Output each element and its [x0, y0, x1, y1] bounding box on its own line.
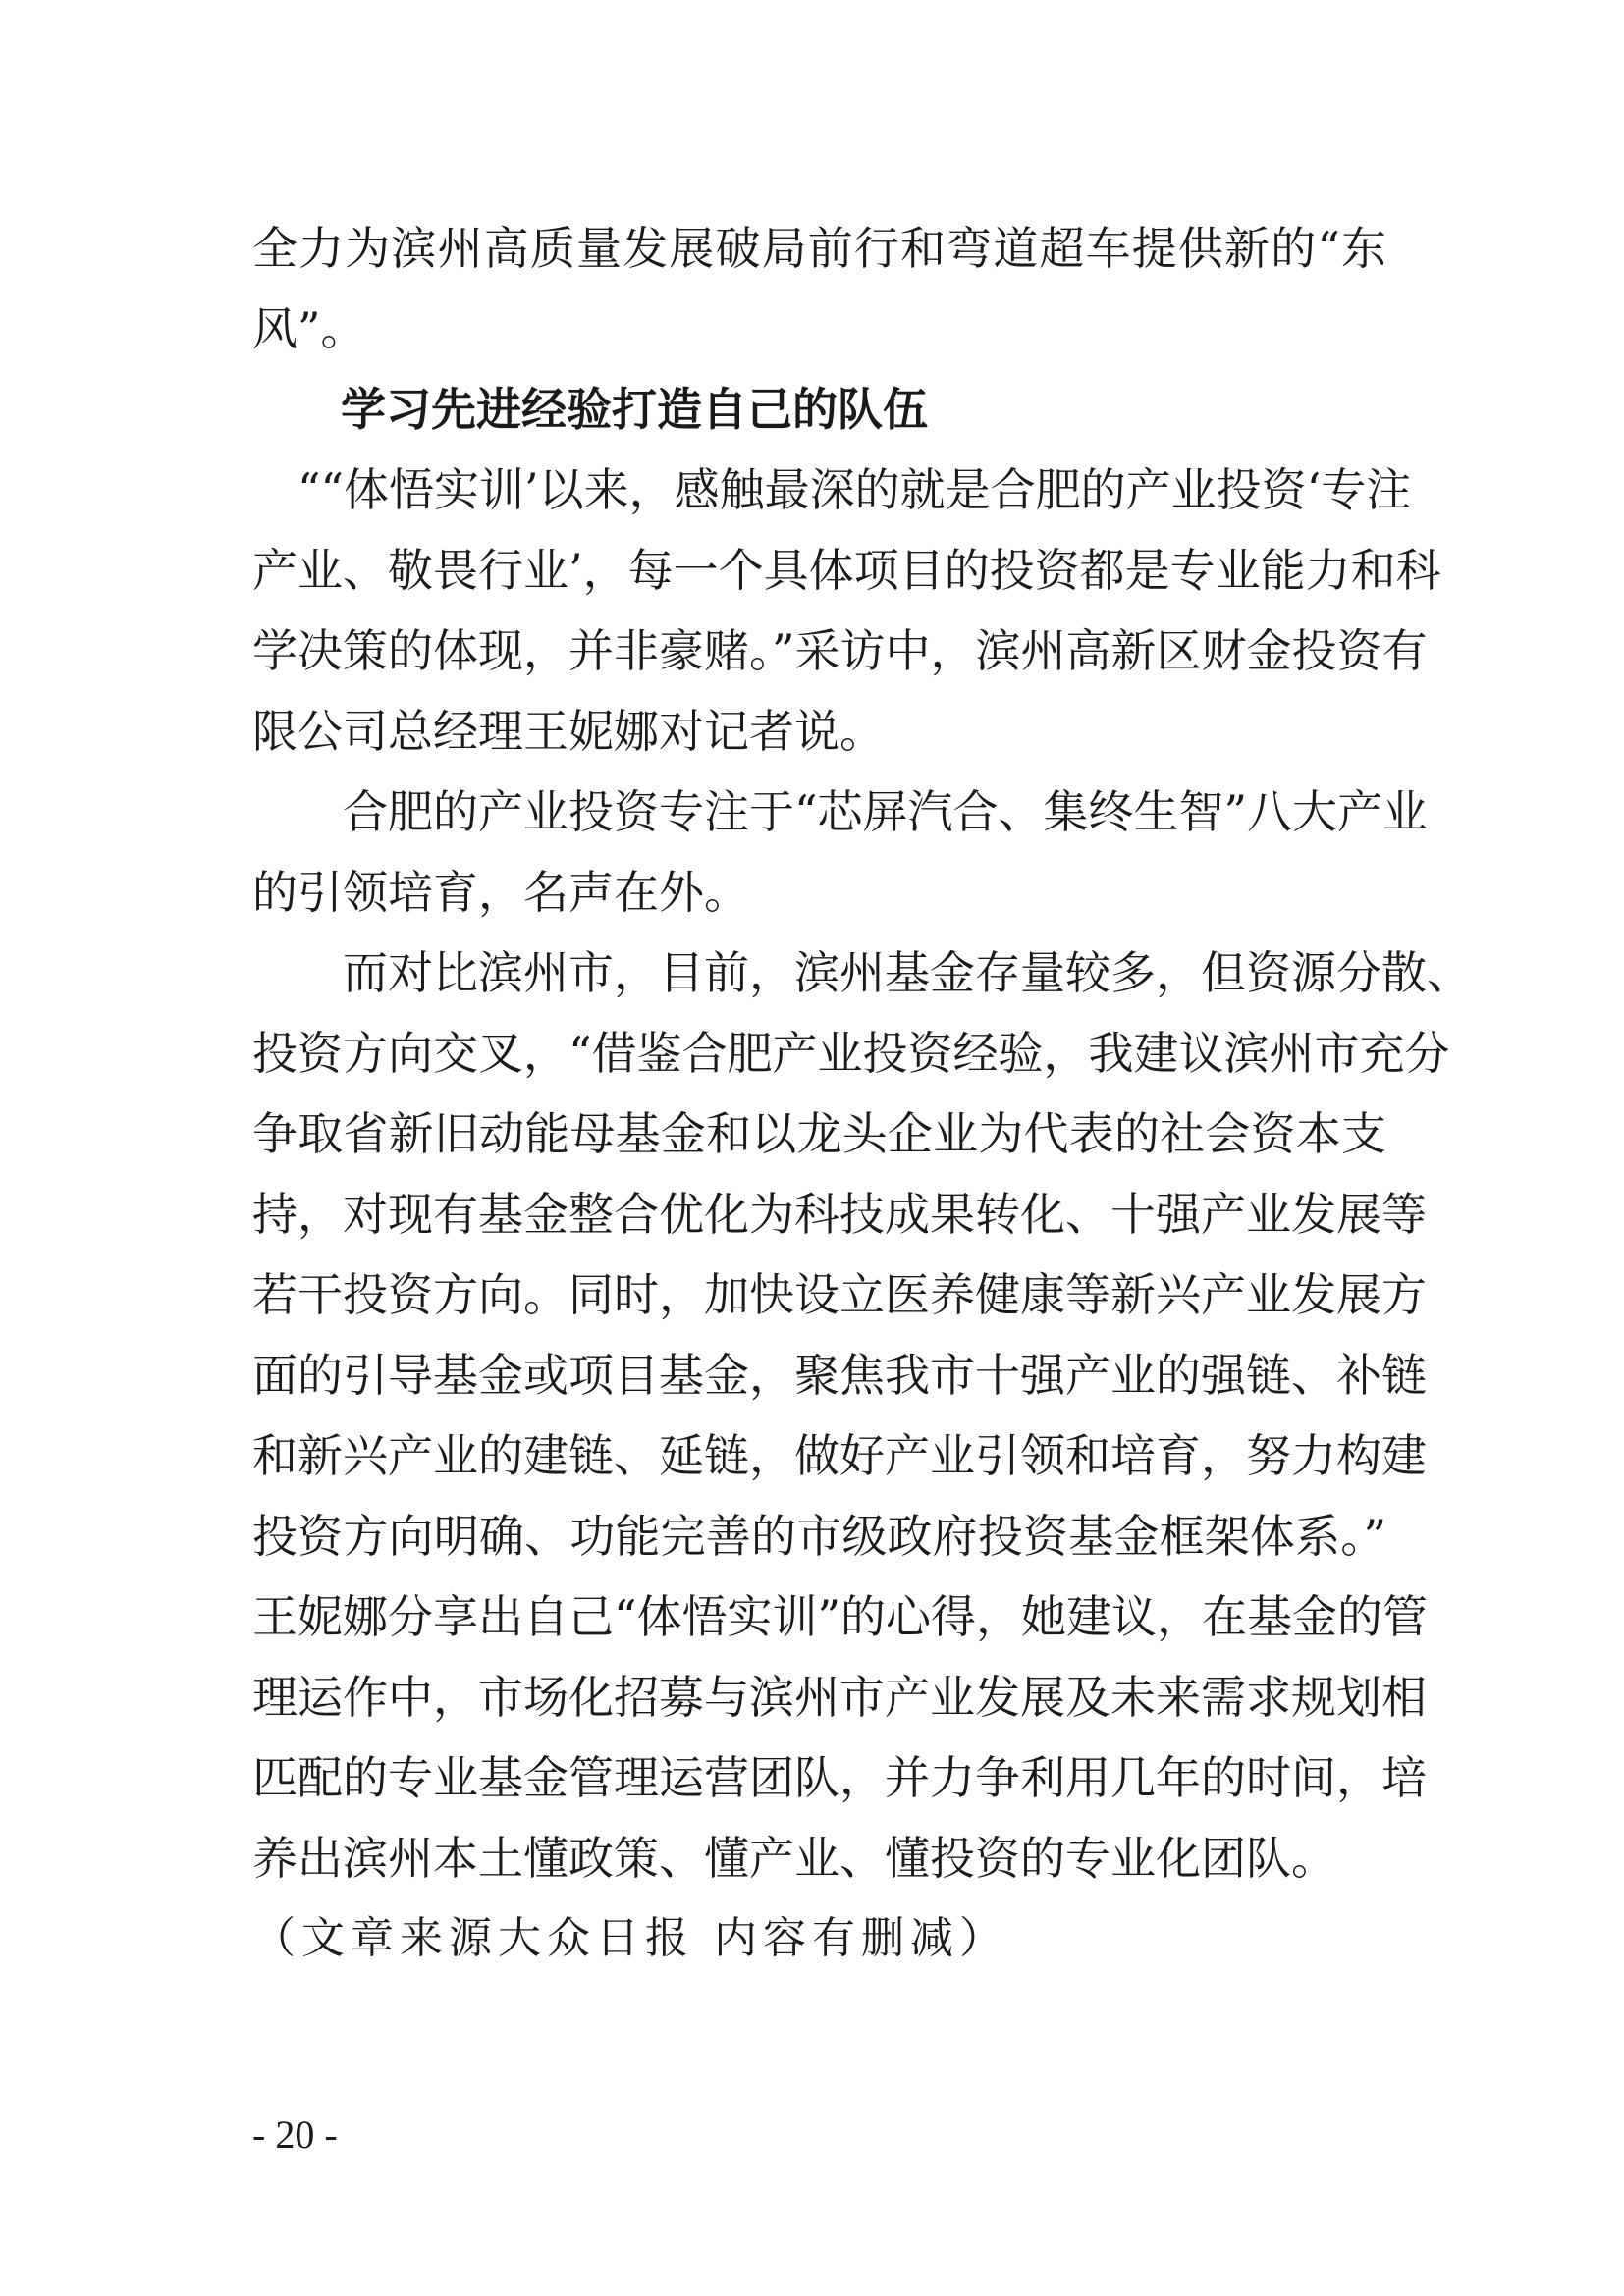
- paragraph-line: 投资方向明确、功能完善的市级政府投资基金框架体系。”: [252, 1510, 1386, 1563]
- paragraph-line: 投资方向交叉，“借鉴合肥产业投资经验，我建议滨州市充分: [252, 1027, 1450, 1080]
- source-note: （文章来源大众日报 内容有删减）: [252, 1913, 1008, 1963]
- article-body: [252, 208, 1472, 1979]
- paragraph-line: 匹配的专业基金管理运营团队，并力争利用几年的时间，培: [252, 1751, 1427, 1804]
- paragraph-line: 理运作中，市场化招募与滨州市产业发展及未来需求规划相: [252, 1671, 1427, 1724]
- paragraph-line: 限公司总经理王妮娜对记者说。: [252, 705, 885, 758]
- paragraph-line: 若干投资方向。同时，加快设立医养健康等新兴产业发展方: [252, 1268, 1427, 1321]
- paragraph-line: 产业、敬畏行业’，每一个具体项目的投资都是专业能力和科: [252, 544, 1441, 597]
- paragraph-line: 的引领培育，名声在外。: [252, 866, 749, 919]
- paragraph-line: 争取省新旧动能母基金和以龙头企业为代表的社会资本支: [252, 1107, 1386, 1160]
- paragraph-line: 全力为滨州高质量发展破局前行和弯道超车提供新的“东: [252, 222, 1386, 275]
- paragraph-line: 风”。: [252, 302, 366, 355]
- paragraph-line: 面的引导基金或项目基金，聚焦我市十强产业的强链、补链: [252, 1349, 1427, 1402]
- page-number: - 20 -: [252, 2112, 338, 2157]
- paragraph-line: 养出滨州本土懂政策、懂产业、懂投资的专业化团队。: [252, 1832, 1336, 1885]
- paragraph-line: 王妮娜分享出自己“体悟实训”的心得，她建议，在基金的管: [252, 1590, 1429, 1643]
- paragraph-line: ““体悟实训’以来，感触最深的就是合肥的产业投资‘专注: [298, 463, 1412, 516]
- paragraph-line: 合肥的产业投资专注于“芯屏汽合、集终生智”八大产业: [343, 785, 1429, 838]
- paragraph-line: 和新兴产业的建链、延链，做好产业引领和培育，努力构建: [252, 1429, 1427, 1482]
- paragraph-line: 而对比滨州市，目前，滨州基金存量较多，但资源分散、: [343, 946, 1472, 999]
- section-heading: 学习先进经验打造自己的队伍: [341, 383, 928, 436]
- paragraph-line: 学决策的体现，并非豪赌。”采访中，滨州高新区财金投资有: [252, 624, 1428, 677]
- paragraph-line: 持，对现有基金整合优化为科技成果转化、十强产业发展等: [252, 1188, 1427, 1241]
